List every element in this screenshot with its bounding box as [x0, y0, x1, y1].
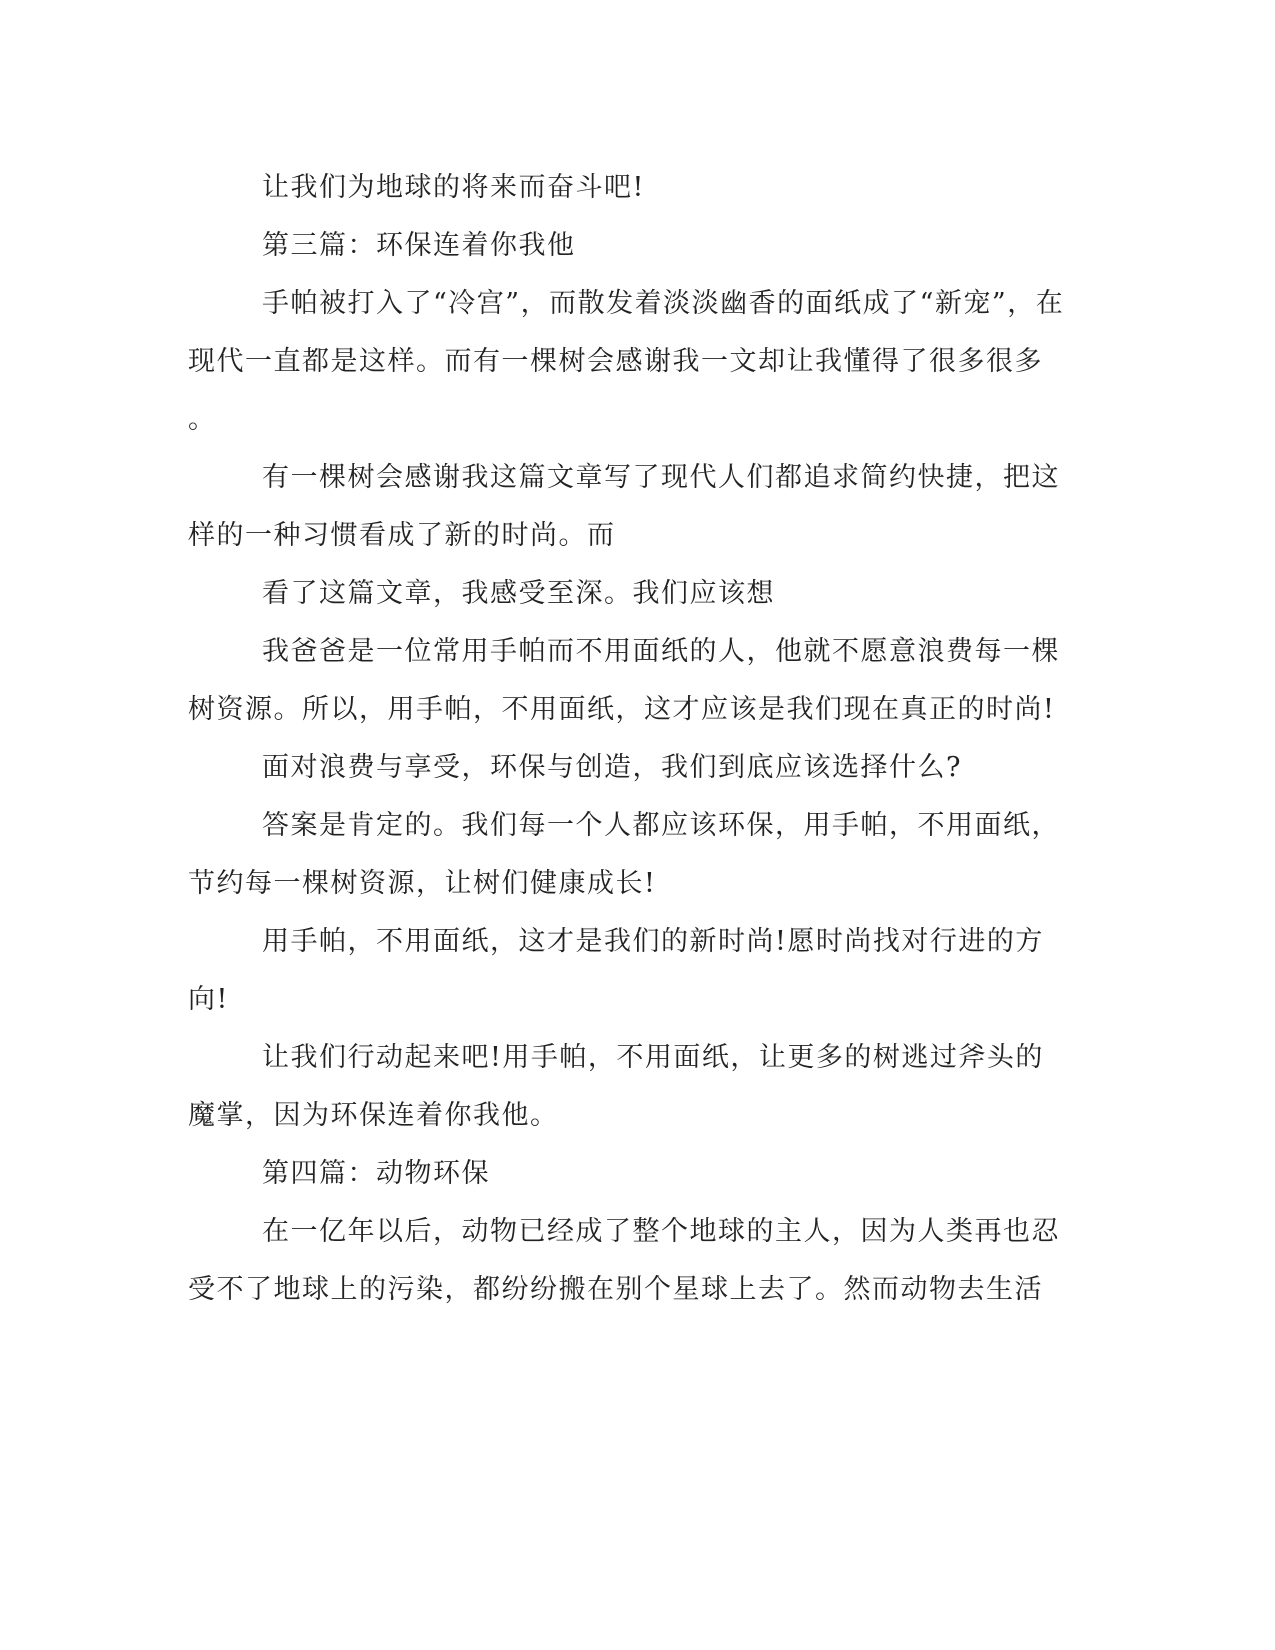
text-line: 现代一直都是这样。而有一棵树会感谢我一文却让我懂得了很多很多	[188, 346, 1043, 377]
text-line: 让我们为地球的将来而奋斗吧!	[262, 172, 645, 203]
text-line: 树资源。所以，用手帕，不用面纸，这才应该是我们现在真正的时尚!	[188, 694, 1056, 725]
text-line: 手帕被打入了“冷宫”，而散发着淡淡幽香的面纸成了“新宠”，在	[262, 288, 1065, 319]
text-line: 看了这篇文章，我感受至深。我们应该想	[262, 578, 775, 609]
text-line: 用手帕，不用面纸，这才是我们的新时尚!愿时尚找对行进的方	[262, 926, 1044, 957]
text-line: 面对浪费与享受，环保与创造，我们到底应该选择什么?	[262, 752, 962, 783]
text-line: 受不了地球上的污染，都纷纷搬在别个星球上去了。然而动物去生活	[188, 1274, 1043, 1305]
text-line: 答案是肯定的。我们每一个人都应该环保，用手帕，不用面纸，	[262, 810, 1060, 841]
text-line: 向!	[188, 984, 229, 1015]
text-line: 有一棵树会感谢我这篇文章写了现代人们都追求简约快捷，把这	[262, 462, 1060, 493]
text-line: 我爸爸是一位常用手帕而不用面纸的人，他就不愿意浪费每一棵	[262, 636, 1060, 667]
text-line: 让我们行动起来吧!用手帕，不用面纸，让更多的树逃过斧头的	[262, 1042, 1044, 1073]
section-heading: 第四篇：动物环保	[262, 1158, 490, 1189]
text-line: 节约每一棵树资源，让树们健康成长!	[188, 868, 657, 899]
text-line: 。	[188, 404, 217, 435]
text-line: 在一亿年以后，动物已经成了整个地球的主人，因为人类再也忍	[262, 1216, 1060, 1247]
text-line: 样的一种习惯看成了新的时尚。而	[188, 520, 616, 551]
section-heading: 第三篇：环保连着你我他	[262, 230, 576, 261]
text-line: 魔掌，因为环保连着你我他。	[188, 1100, 559, 1131]
